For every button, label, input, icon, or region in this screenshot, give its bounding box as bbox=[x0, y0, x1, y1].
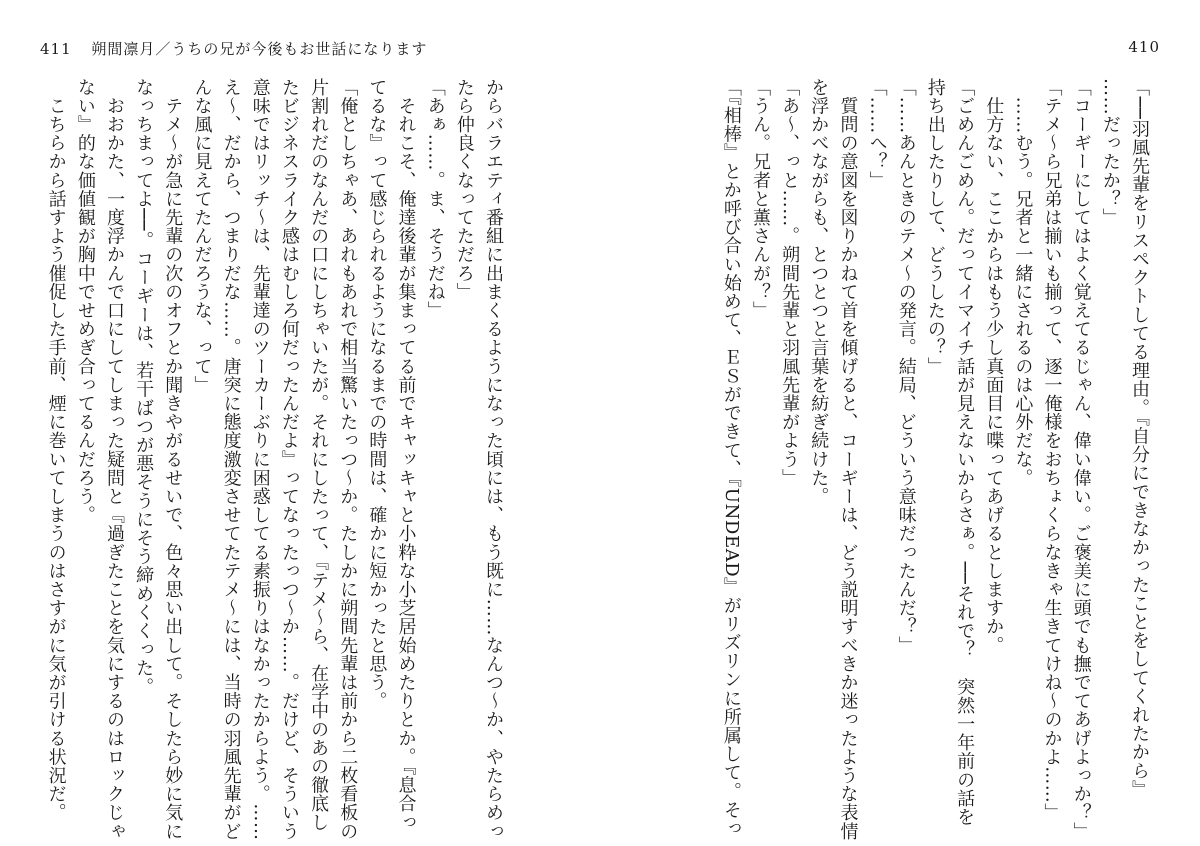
text-line: テメ〜が急に先輩の次のオフとか聞きやがるせいで、色々思い出して。そしたら妙に気に bbox=[162, 78, 184, 841]
text-line: なっちまってよ──。コーギーは、若干ばつが悪そうにそう締めくくった。 bbox=[133, 78, 155, 697]
text-line: 「『相棒』とか呼び合い始めて、ＥＳができて、『UNDEAD』がリズリンに所属して。そっ bbox=[720, 78, 742, 838]
right-page-body bbox=[634, 78, 1154, 841]
text-line: からバラエティ番組に出まくるようになった頃には、もう既に……なんつ〜か、やたらめっ bbox=[483, 78, 504, 841]
text-line: 「テメ〜ら兄弟は揃いも揃って、逐一俺様をおちょくらなきゃ生きてけね〜のかよ……」 bbox=[1041, 78, 1063, 822]
text-line: 「あぁ……。ま、そうだね」 bbox=[424, 78, 446, 320]
text-line: 仕方ない、ここからはもう少し真面目に喋ってあげるとしますか。 bbox=[983, 78, 1005, 655]
text-line: 「……へ？」 bbox=[866, 78, 888, 190]
text-line: おおかた、一度浮かんで口にしてしまった疑問と『過ぎたことを気にするのはロックじゃ bbox=[103, 78, 125, 841]
text-line: ない』的な価値観が胸中でせめぎ合ってるんだろう。 bbox=[74, 78, 96, 525]
text-line: たら仲良くなってただろ」 bbox=[453, 78, 475, 302]
page-number-right: 410 bbox=[1128, 38, 1160, 56]
text-line: え〜、だから、つまりだな……。唐突に態度激変させてたテメ〜には、当時の羽風先輩がど bbox=[220, 78, 242, 841]
text-line: 「うん。兄者と薫さんが？」 bbox=[749, 78, 771, 320]
text-line: を浮かべながらも、とつとつと言葉を紡ぎ続けた。 bbox=[808, 78, 830, 506]
text-line: たビジネスライク感はむしろ何だったんだよ』ってなったっつ〜か……。だけど、そういう bbox=[278, 78, 300, 841]
text-line: ……むう。兄者と一緒にされるのは心外だな。 bbox=[1012, 78, 1034, 488]
text-line: 意味ではリッチ〜は、先輩達のツーカーぶりに困惑してる素振りはなかったからよう。…… bbox=[249, 78, 271, 841]
text-line: 「あ〜、っと……。朔間先輩と羽風先輩がよう」 bbox=[779, 78, 801, 488]
text-line: 「──羽風先輩をリスペクトしてる理由。『自分にできなかったことをしてくれたから』 bbox=[1129, 78, 1150, 799]
text-line: こちらから話すよう催促した手前、煙に巻いてしまうのはさすがに気が引ける状況だ。 bbox=[45, 78, 67, 822]
text-line: 「ごめんごめん。だってイマイチ話が見えないからさぁ。──それで？ 突然一年前の話を bbox=[954, 78, 976, 827]
text-line: 片割れだのなんだの口にしちゃいたが。それにしたって、『テメ〜ら、在学中のあの徹底し bbox=[308, 78, 330, 832]
running-head-left bbox=[40, 38, 427, 59]
text-line: それこそ、俺達後輩が集まってる前でキャッキャと小粋な小芝居始めたりとか。『息合っ bbox=[395, 78, 417, 832]
text-line: ……だったか？」 bbox=[1099, 78, 1121, 227]
text-line: んな風に見えてたんだろうな、って」 bbox=[191, 78, 213, 395]
page-number-left: 411 bbox=[40, 40, 72, 58]
text-line: 持ち出したりして、どうしたの？」 bbox=[924, 78, 946, 376]
text-line: 「コーギーにしてはよく覚えてるじゃん、偉い偉い。ご褒美に頭でも撫でてあげよっか？」 bbox=[1070, 78, 1092, 841]
text-line: 「……あんときのテメ〜の発言。結局、どういう意味だったんだ？」 bbox=[895, 78, 917, 655]
right-page bbox=[600, 0, 1200, 846]
chapter-header: 朔間凛月／うちの兄が今後もお世話になります bbox=[91, 40, 428, 58]
text-line: てるな』って感じられるようになるまでの時間は、確かに短かったと思う。 bbox=[366, 78, 388, 711]
left-page-body bbox=[45, 78, 508, 841]
text-line: 「俺としちゃあ、あれもあれで相当驚いたっつ〜か。たしかに朔間先輩は前から二枚看板の bbox=[337, 78, 359, 841]
text-line: 質問の意図を図りかねて首を傾げると、コーギーは、どう説明すべきか迷ったような表情 bbox=[837, 78, 859, 841]
